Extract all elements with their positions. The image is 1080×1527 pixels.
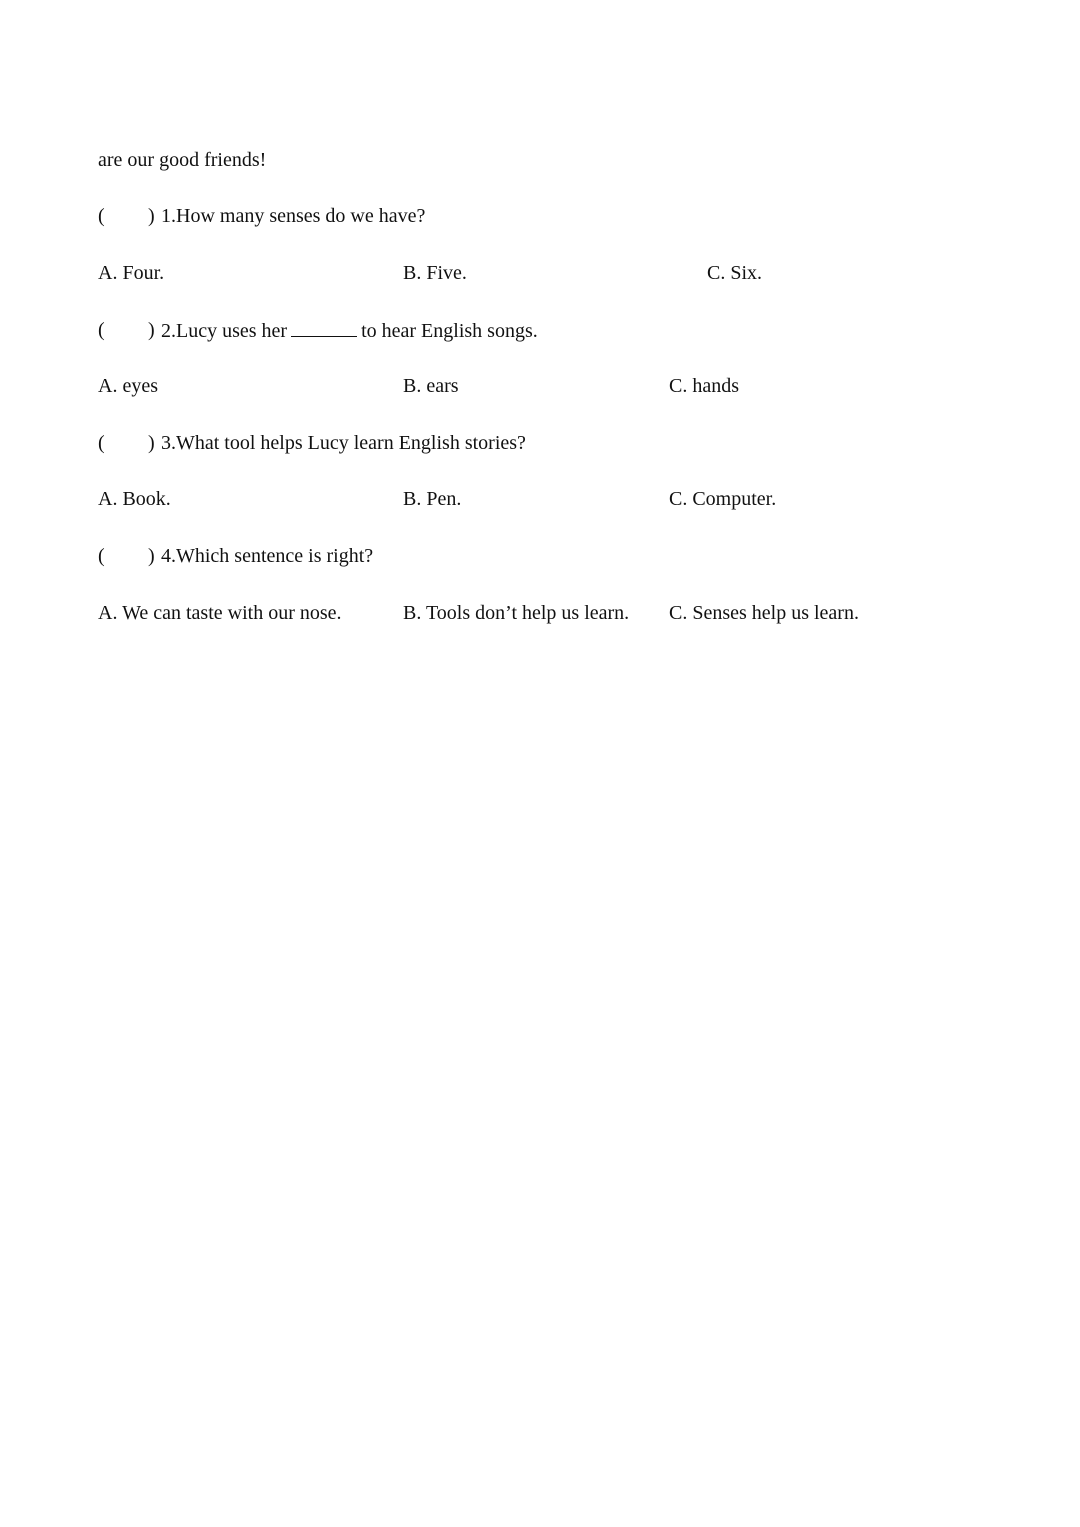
answer-paren-open: ( (98, 545, 105, 567)
option-a: A. eyes (98, 375, 158, 397)
fill-in-blank (291, 318, 357, 337)
answer-paren-close: ) (148, 432, 155, 454)
option-b: B. Five. (403, 262, 467, 284)
option-b: B. ears (403, 375, 459, 397)
intro-line: are our good friends! (98, 149, 267, 171)
option-b: B. Pen. (403, 488, 462, 510)
answer-paren-close: ) (148, 545, 155, 567)
answer-paren-open: ( (98, 432, 105, 454)
option-a: A. Four. (98, 262, 165, 284)
answer-paren-close: ) (148, 319, 155, 341)
answer-paren-open: ( (98, 319, 105, 341)
question-text: 3.What tool helps Lucy learn English stories? (161, 432, 526, 454)
answer-paren-open: ( (98, 205, 105, 227)
answer-paren-close: ) (148, 205, 155, 227)
option-a: A. Book. (98, 488, 171, 510)
option-b: B. Tools don’t help us learn. (403, 602, 630, 624)
option-a: A. We can taste with our nose. (98, 602, 342, 624)
question-text-after-blank: to hear English songs. (361, 320, 538, 342)
option-c: C. hands (669, 375, 739, 397)
option-c: C. Computer. (669, 488, 777, 510)
question-text: 1.How many senses do we have? (161, 205, 426, 227)
question-text: 4.Which sentence is right? (161, 545, 374, 567)
option-c: C. Senses help us learn. (669, 602, 859, 624)
question-text-before-blank: 2.Lucy uses her (161, 320, 288, 342)
option-c: C. Six. (707, 262, 763, 284)
question-text (161, 318, 538, 343)
